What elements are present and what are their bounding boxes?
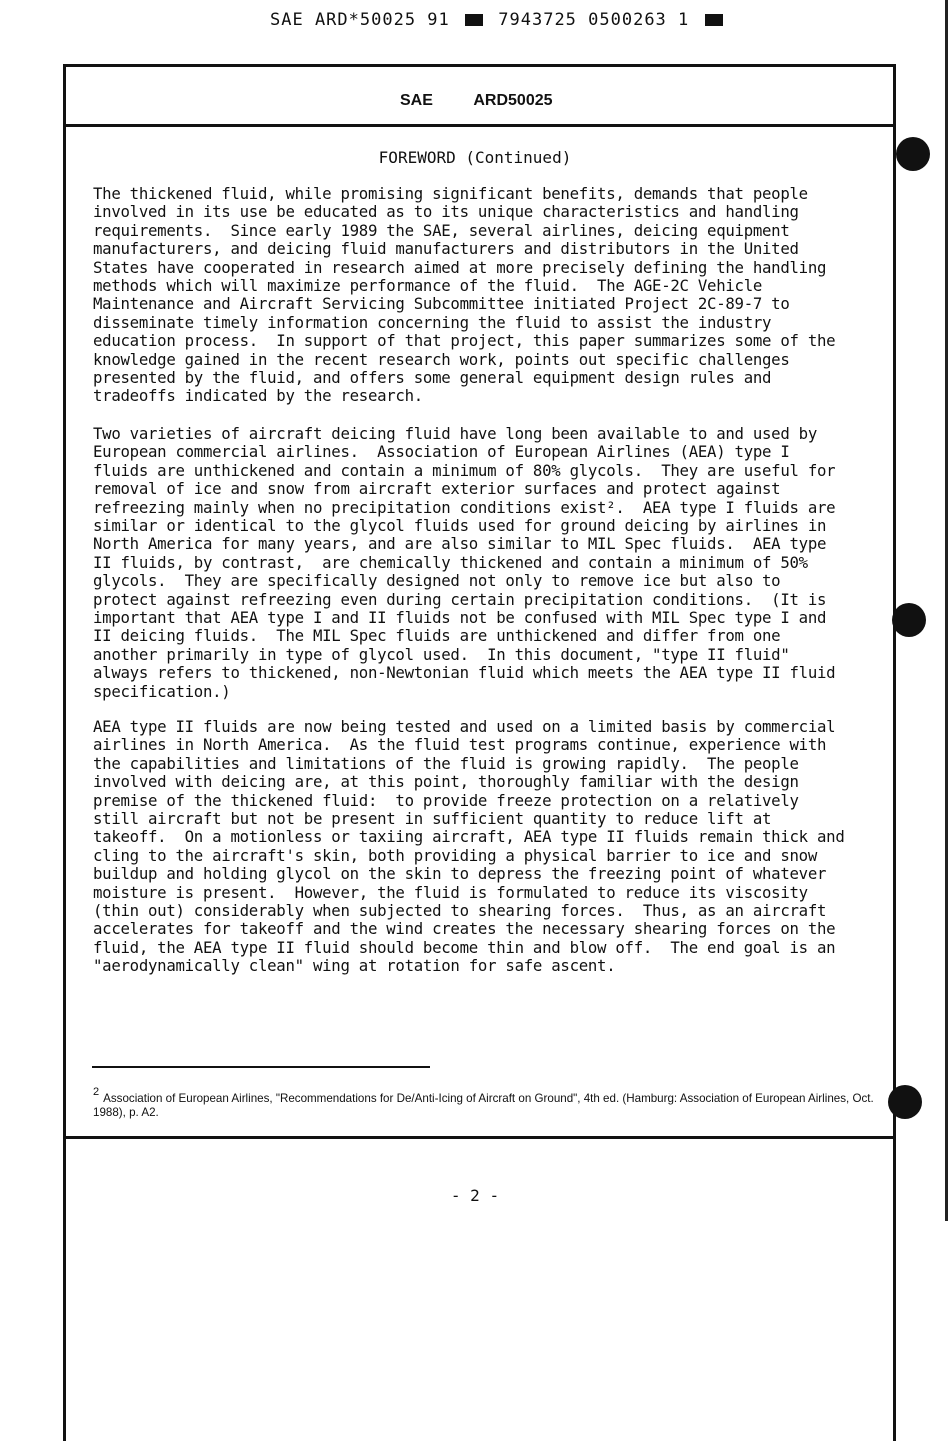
redaction-block-icon xyxy=(705,14,723,26)
footnote-text: Association of European Airlines, "Recommendations for De/Anti-Icing of Aircraft on Ground", 4th ed. (Hamburg: Association of European Airlines, Oct. 1988), p. A2. xyxy=(93,1091,874,1120)
frame-bottom-rule xyxy=(63,1136,896,1139)
redaction-block-icon xyxy=(465,14,483,26)
scan-header-left: SAE ARD*50025 91 xyxy=(270,10,450,30)
document-header xyxy=(400,92,553,110)
scan-header xyxy=(270,10,740,36)
page-number: - 2 - xyxy=(450,1186,500,1205)
scan-edge xyxy=(945,0,948,1221)
paragraph-1: The thickened fluid, while promising significant benefits, demands that people involved in its use be educated as to its unique characteristics and handling requirements. Since early 1989 the SAE, several airlines, deicing equipment manufacturers, and deicing fluid manufacturers and distributors in the United States have cooperated in research aimed at more precisely defining the handling methods which will maximize performance of the fluid. The AGE-2C Vehicle Maintenance and Aircraft Servicing Subcommittee initiated Project 2C-89-7 to disseminate timely information concerning the fluid to assist the industry education process. In support of that project, this paper summarizes some of the knowledge gained in the recent research work, points out specific challenges presented by the fluid, and offers some general equipment design rules and tradeoffs indicated by the research. xyxy=(93,184,836,406)
section-title: FOREWORD (Continued) xyxy=(378,148,572,167)
paragraph-2: Two varieties of aircraft deicing fluid have long been available to and used by European commercial airlines. Association of European Airlines (AEA) type I fluids are unthickened and contain a minimum of 80% glycols. They are useful for removal of ice and snow from aircraft exterior surfaces and protect against refreezing mainly when no precipitation conditions exist². AEA type I fluids are similar or identical to the glycol fluids used for ground deicing by airlines in North America for many years, and are also similar to MIL Spec fluids. AEA type II fluids, by contrast, are chemically thickened and contain a minimum of 50% glycols. They are specifically designed not only to remove ice but also to protect against refreezing even during certain precipitation conditions. (It is important that AEA type I and II fluids not be confused with MIL Spec type I and II deicing fluids. The MIL Spec fluids are unthickened and differ from one another primarily in type of glycol used. In this document, "type II fluid" always refers to thickened, non-Newtonian fluid which meets the AEA type II fluid specification.) xyxy=(93,424,836,701)
paragraph-3: AEA type II fluids are now being tested and used on a limited basis by commercial airlines in North America. As the fluid test programs continue, experience with the capabilities and limitations of the fluid is growing rapidly. The people involved with deicing are, at this point, thoroughly familiar with the design premise of the thickened fluid: to provide freeze protection on a relatively still aircraft but not be present in sufficient quantity to reduce lift at takeoff. On a motionless or taxiing aircraft, AEA type II fluids remain thick and cling to the aircraft's skin, both providing a physical barrier to ice and snow buildup and holding glycol on the skin to depress the freezing point of whatever moisture is present. However, the fluid is formulated to reduce its viscosity (thin out) considerably when subjected to shearing forces. Thus, as an aircraft accelerates for takeoff and the wind creates the necessary shearing forces on the fluid, the AEA type II fluid should become thin and blow off. The end goal is an "aerodynamically clean" wing at rotation for safe ascent. xyxy=(93,717,845,976)
punch-hole-icon xyxy=(892,603,926,637)
footnote xyxy=(93,1087,883,1121)
punch-hole-icon xyxy=(888,1085,922,1119)
punch-hole-icon xyxy=(896,137,930,171)
header-divider xyxy=(63,124,896,127)
document-org: SAE xyxy=(400,92,433,109)
footnote-marker: 2 xyxy=(93,1086,100,1098)
document-number: ARD50025 xyxy=(473,92,553,109)
footnote-divider xyxy=(92,1066,430,1068)
scan-header-right: 7943725 0500263 1 xyxy=(498,10,690,30)
